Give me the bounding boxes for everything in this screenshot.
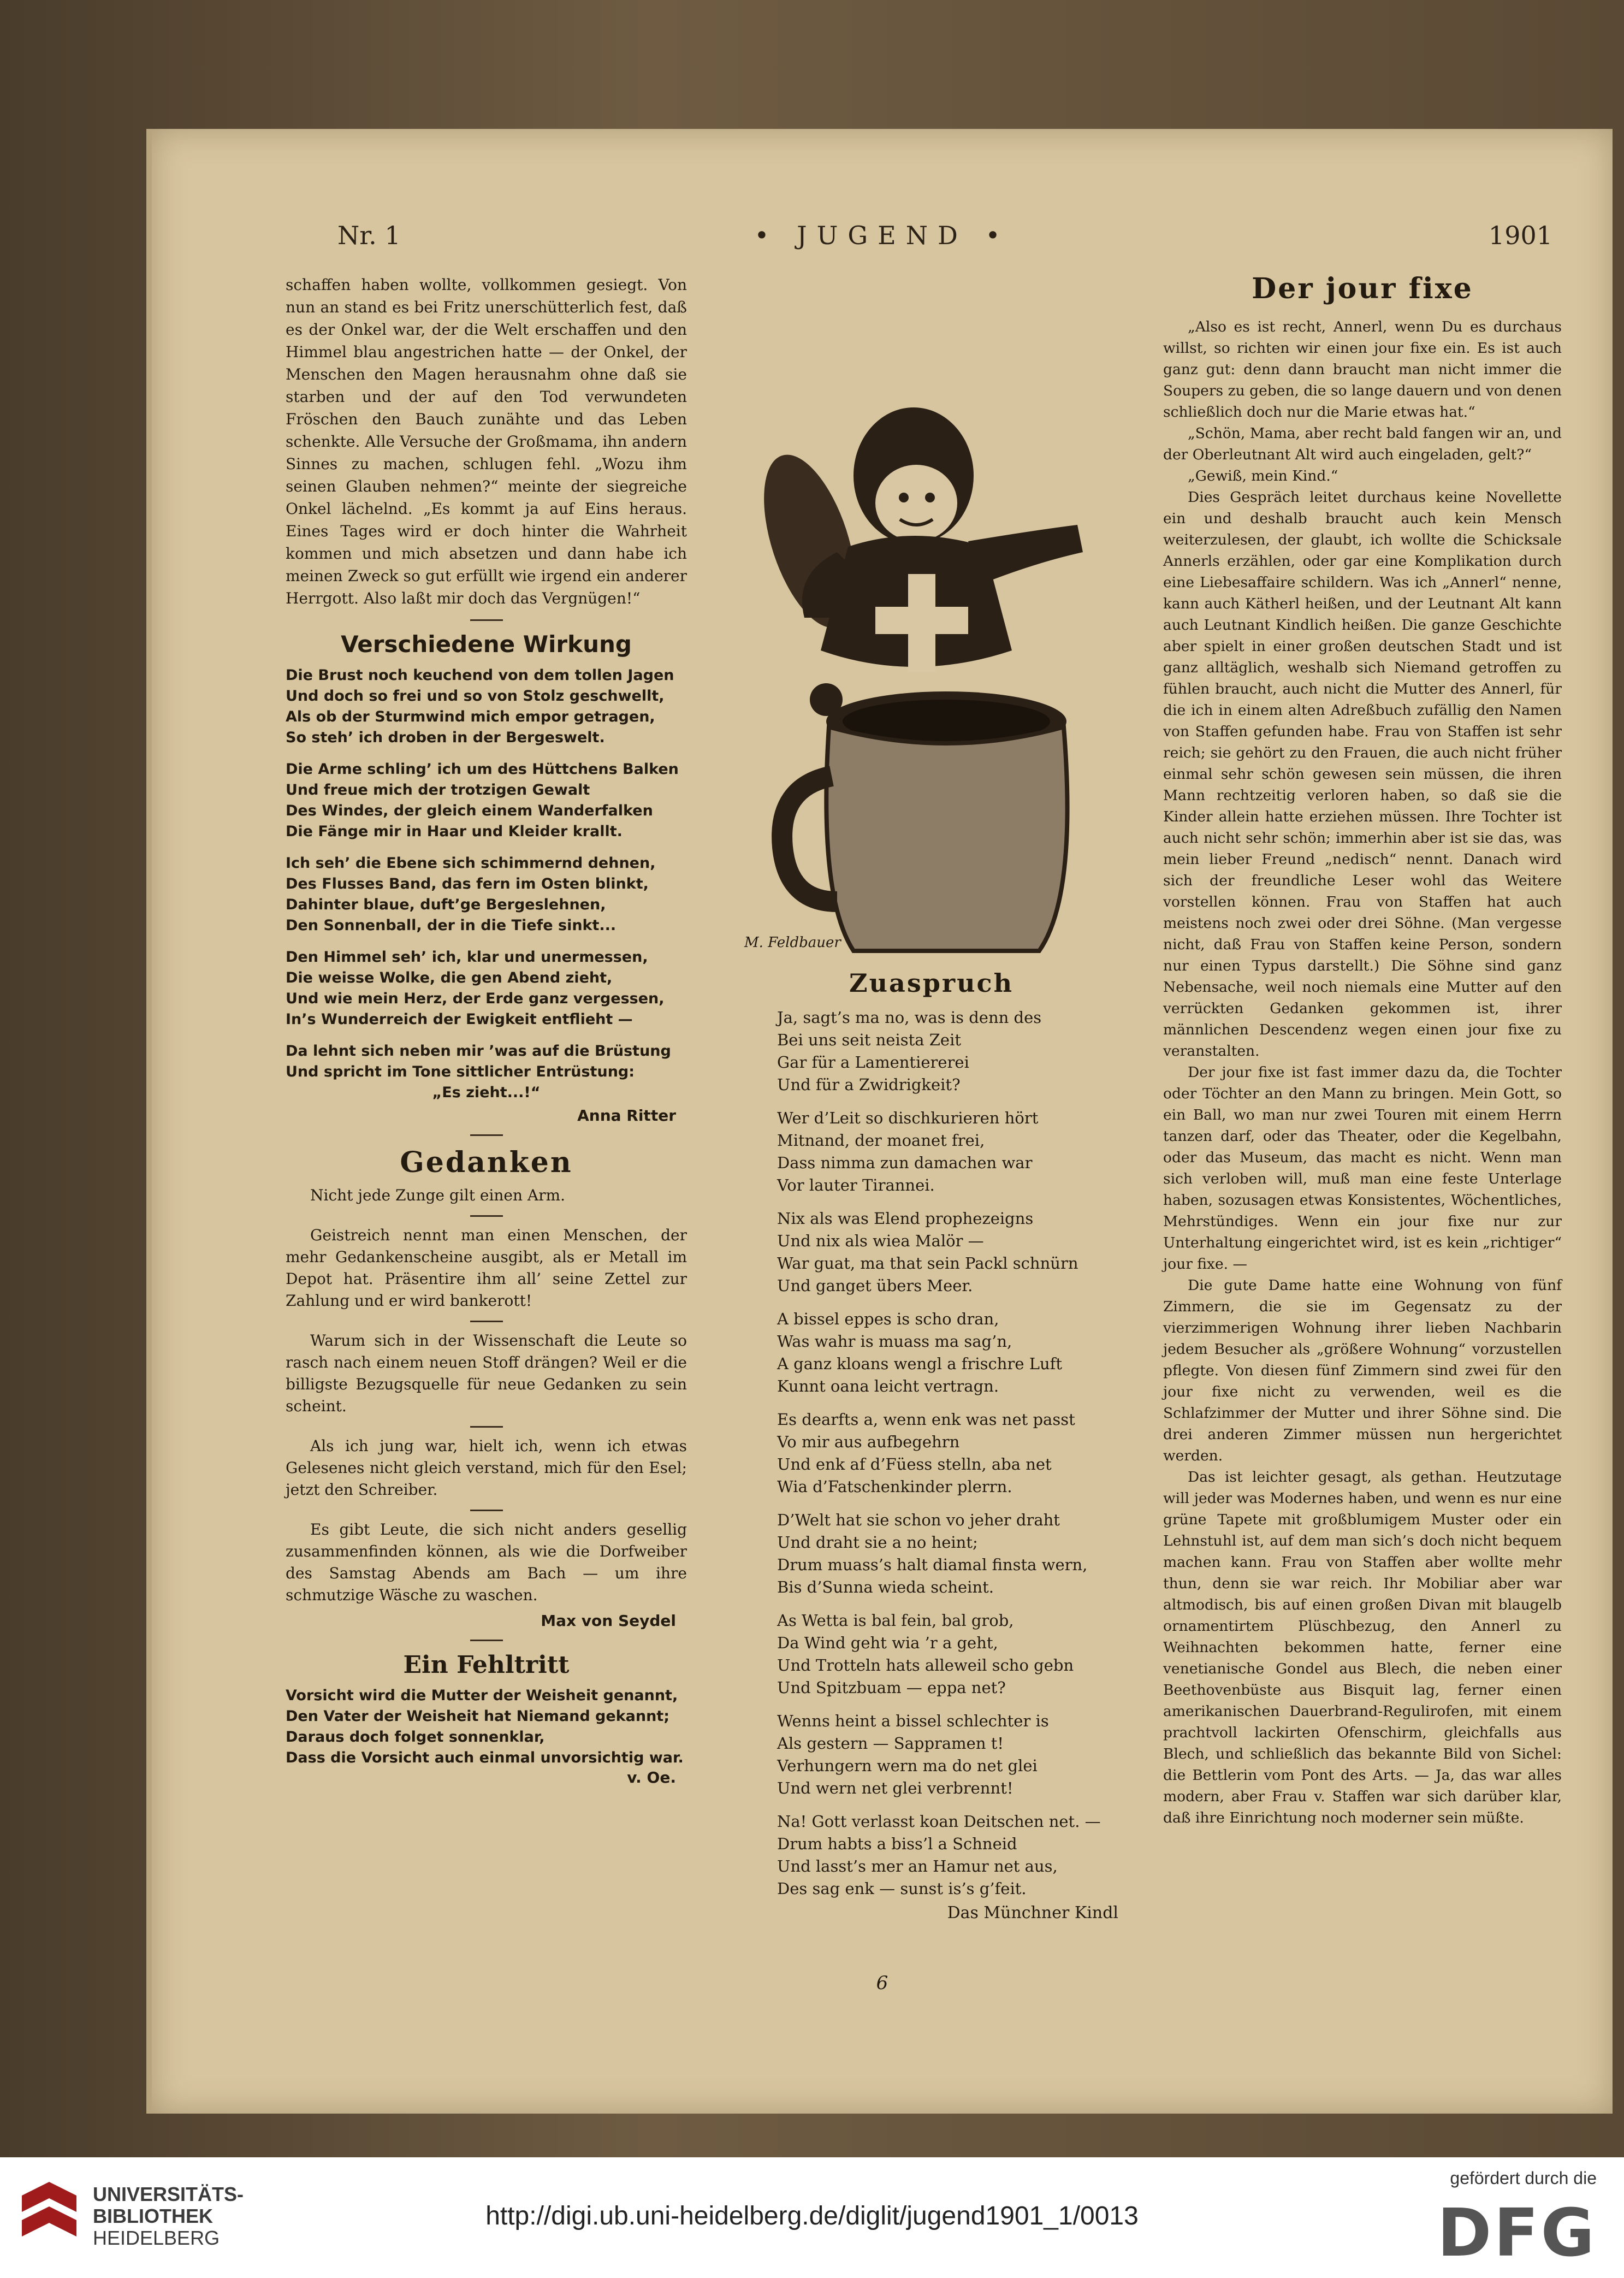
poem-line: Und draht sie a no heint; bbox=[777, 1533, 978, 1552]
aphorism: Geistreich nennt man einen Menschen, der mehr Gedankenscheine ausgibt, als er Metall im Depot hat. Präsentire ihm all’ seine Zettel zur Zahlung und er wird bankerott! bbox=[286, 1226, 687, 1310]
poem-line: Den Sonnenball, der in die Tiefe sinkt... bbox=[286, 917, 617, 934]
poem-line: Ja, sagt’s ma no, was is denn des bbox=[777, 1008, 1042, 1027]
poem-line: Dass die Vorsicht auch einmal unvorsichtig war. bbox=[286, 1749, 684, 1766]
article-paragraph: „Also es ist recht, Annerl, wenn Du es durchaus willst, so richten wir einen jour fixe ein. Es ist auch ganz gut: denn dann braucht man nicht immer die Soupers zu geben, die so lange dauern und von denen schließlich doch nur die Marie etwas hat.“ bbox=[1163, 318, 1562, 421]
poem-stanza bbox=[286, 665, 687, 748]
separator bbox=[470, 1510, 503, 1511]
separator bbox=[470, 1426, 503, 1428]
poem-line: Und wie mein Herz, der Erde ganz vergessen, bbox=[286, 990, 665, 1007]
poem-line: Und Spitzbuam — eppa net? bbox=[777, 1678, 1006, 1697]
poem-line: Als ob der Sturmwind mich empor getragen, bbox=[286, 708, 655, 725]
aphorism: Als ich jung war, hielt ich, wenn ich etwas Gelesenes nicht gleich verstand, mich für den Esel; jetzt den Schreiber. bbox=[286, 1437, 687, 1499]
middle-column bbox=[728, 268, 1135, 1929]
poem-line: Und doch so frei und so von Stolz geschwellt, bbox=[286, 688, 665, 705]
poem-line: Und freue mich der trotzigen Gewalt bbox=[286, 782, 590, 798]
poem-line: Gar für a Lamentiererei bbox=[777, 1053, 969, 1072]
beer-stein-figure-drawing bbox=[728, 268, 1135, 962]
poem-line: So steh’ ich droben in der Bergeswelt. bbox=[286, 729, 605, 746]
poem-line: Des Windes, der gleich einem Wanderfalken bbox=[286, 802, 653, 819]
poem-line: Die weisse Wolke, die gen Abend zieht, bbox=[286, 969, 613, 986]
poem-line: Und für a Zwidrigkeit? bbox=[777, 1075, 961, 1094]
institution-line: HEIDELBERG bbox=[93, 2227, 220, 2249]
funding-label: gefördert durch die bbox=[1450, 2168, 1597, 2188]
poem-line: Kunnt oana leicht vertragn. bbox=[777, 1377, 999, 1395]
aphorism: Warum sich in der Wissenschaft die Leute so rasch nach einem neuen Stoff drängen? Weil er die billigste Bezugsquelle für neue Gedanken zu sein scheint. bbox=[286, 1332, 687, 1415]
poem-line: Nix als was Elend prophezeigns bbox=[777, 1209, 1034, 1228]
poem-line: Als gestern — Sappramen t! bbox=[777, 1734, 1004, 1753]
poem-line: Und wern net glei verbrennt! bbox=[777, 1779, 1013, 1797]
poem-line: Bis d’Sunna wieda scheint. bbox=[777, 1578, 994, 1596]
separator bbox=[470, 1134, 503, 1136]
poem-stanza bbox=[777, 1610, 1135, 1699]
article-paragraph: „Gewiß, mein Kind.“ bbox=[1188, 468, 1338, 484]
issue-number: Nr. 1 bbox=[337, 221, 401, 250]
article-paragraph: Dies Gespräch leitet durchaus keine Novellette ein und deshalb braucht auch kein Mensch weiterzulesen, der glaubt, ich wollte die Schicksale Annerls erzählen, oder gar eine Komplikation durch eine Liebesaffaire schildern. Was ich „Annerl“ nenne, kann auch Kätherl heißen, und der Leutnant Alt kann auch Leutnant Kindlich heißen. Die ganze Geschichte aber spielt in einer großen deutschen Stadt und ist ganz alltäglich, weshalb sich Niemand getroffen zu fühlen braucht, auch nicht die Mutter des Annerl, für die ich in einem alten Adreßbuch zufällig den Namen von Staffen gefunden habe. Frau von Staffen ist sehr reich; sie gehört zu den Frauen, die auch nicht früher einmal sehr schön gewesen sein müssen, die ihren Mann rechtzeitig verloren haben, so daß sie die Kinder allein hatte erziehen müssen. Ihre Tochter ist auch nicht sehr schön; immerhin aber ist sie das, was mein lieber Freund „nedisch“ nennt. Danach wird sich der freundliche Leser wohl das Weitere vorstellen können. Frau von Staffen hat auch meistens noch zwei oder drei Söhne. (Man vergesse nicht, daß Frau von Staffen keine Person, sondern nur einen Typus darstellt.) Die Söhne sind ganz Nebensache, weil noch niemals eine Mutter auf den verrückten Gedanken gekommen ist, ihrer männlichen Descendenz wegen einen jour fixe zu veranstalten. bbox=[1163, 489, 1562, 1060]
poem-line: Da lehnt sich neben mir ’was auf die Brüstung bbox=[286, 1043, 671, 1060]
year: 1901 bbox=[1488, 221, 1552, 250]
poem-line: Die Arme schling’ ich um des Hüttchens Balken bbox=[286, 761, 679, 778]
poem-line: Drum muass’s halt diamal finsta wern, bbox=[777, 1555, 1088, 1574]
poem-line: Vor lauter Tirannei. bbox=[777, 1176, 935, 1194]
poem-line: D’Welt hat sie schon vo jeher draht bbox=[777, 1511, 1060, 1529]
poem-stanza bbox=[286, 853, 687, 936]
poem-stanza bbox=[777, 1710, 1135, 1800]
poem-zuaspruch bbox=[728, 1007, 1135, 1900]
poem-line: Wia d’Fatschenkinder plerrn. bbox=[777, 1477, 1012, 1496]
poem-line: Und Trotteln hats alleweil scho gebn bbox=[777, 1656, 1074, 1675]
poem-stanza bbox=[777, 1007, 1135, 1096]
poem-line: Des Flusses Band, das fern im Osten blinkt, bbox=[286, 875, 649, 892]
poem-author: v. Oe. bbox=[627, 1768, 676, 1786]
right-column bbox=[1163, 272, 1562, 1829]
poem-line: A ganz kloans wengl a frischre Luft bbox=[777, 1354, 1063, 1373]
poem-line: Und enk af d’Füess stelln, aba net bbox=[777, 1455, 1052, 1474]
dfg-logo: DFG bbox=[1437, 2196, 1597, 2271]
institution-line: BIBLIOTHEK bbox=[93, 2205, 213, 2227]
poem-stanza bbox=[777, 1208, 1135, 1297]
poem-line: Und nix als wiea Malör — bbox=[777, 1232, 984, 1250]
poem-line: Und ganget übers Meer. bbox=[777, 1276, 973, 1295]
poem-line: „Es zieht...!“ bbox=[432, 1084, 541, 1101]
article-paragraph: Das ist leichter gesagt, als gethan. Heutzutage will jeder was Modernes haben, und wenn es nur eine grüne Tapete mit großblumigem Muster oder ein Lehnstuhl ist, auf dem man sich’s doch nicht bequem machen kann. Frau von Staffen aber wollte mehr thun, denn sie war reich. Ihr Mobiliar aber war altmodisch, bis auf einen großen Divan mit blaugelb ornamentirtem Plüschbezug, den Annerl zu Weihnachten bekommen hatte, ferner eine venetianische Gondel aus Blech, die neben einer Beethovenbüste aus Bisquit lag, ferner einen amerikanischen Dauerbrand-Regulirofen, mit einem prachtvoll lackirten Ofenschirm, gleichfalls aus Blech, und schließlich das bekannte Bild von Sichel: die Bettlerin vom Pont des Arts. — Ja, das war alles modern, aber Frau v. Staffen war sich darüber klar, daß ihre Einrichtung noch moderner sein müßte. bbox=[1163, 1469, 1562, 1826]
poem-author: Anna Ritter bbox=[577, 1107, 676, 1125]
poem-stanza bbox=[777, 1409, 1135, 1498]
poem-line: Wenns heint a bissel schlechter is bbox=[777, 1712, 1049, 1730]
illustration-beer-stein bbox=[728, 268, 1135, 962]
digitization-footer bbox=[0, 2157, 1624, 2278]
poem-stanza bbox=[777, 1308, 1135, 1398]
poem-line: Mitnand, der moanet frei, bbox=[777, 1131, 985, 1150]
separator bbox=[470, 1215, 503, 1217]
poem-line: Verhungern wern ma do net glei bbox=[777, 1756, 1038, 1775]
poem-stanza bbox=[286, 1685, 687, 1768]
poem-line: Den Vater der Weisheit hat Niemand gekannt; bbox=[286, 1708, 670, 1725]
poem-line: Den Himmel seh’ ich, klar und unermessen, bbox=[286, 949, 648, 966]
story-ending: schaffen haben wollte, vollkommen gesiegt. Von nun an stand es bei Fritz unerschütterlich fest, daß es der Onkel war, der die Welt erschaffen und den Himmel blau angestrichen hatte — der Onkel, der Menschen den Magen herausnahm ohne daß sie starben und der auf den Tod verwundeten Fröschen den Bauch zunähte und das Leben schenkte. Alle Versuche der Großmama, ihn andern Sinnes zu machen, schlugen fehl. „Wozu ihm seinen Glauben nehmen?“ meinte der siegreiche Onkel lächelnd. „Es kommt ja auf Eins heraus. Eines Tages wird er doch hinter die Wahrheit kommen und mich absetzen und dann habe ich meinen Zweck so gut erfüllt wie irgend ein anderer Herrgott. Also laßt mir doch das Vergnügen!“ bbox=[286, 276, 687, 607]
aphorisms bbox=[286, 1185, 687, 1606]
poem-line: Wer d’Leit so dischkurieren hört bbox=[777, 1109, 1039, 1127]
separator bbox=[470, 619, 503, 621]
separator bbox=[470, 1321, 503, 1322]
poem-line: Bei uns seit neista Zeit bbox=[777, 1031, 962, 1049]
article-paragraph: Der jour fixe ist fast immer dazu da, die Tochter oder Töchter an den Mann zu bringen. Mein Gott, so ein Ball, wo man nur zwei Touren mit einem Herrn tanzen darf, oder das Theater, oder die Kegelbahn, oder das Museum, das macht es nicht. Wenn man sich verloben will, muß man eine feste Unterlage haben, sozusagen etwas Konsistentes, Wöchentliches, Mehrstündiges. Wenn ein jour fixe nur zur Unterhaltung eingerichtet wird, ist es kein „richtiger“ jour fixe. — bbox=[1163, 1064, 1562, 1273]
poem-stanza bbox=[777, 1810, 1135, 1900]
poem-title-ein-fehltritt: Ein Fehltritt bbox=[403, 1651, 570, 1679]
poem-line: Des sag enk — sunst is’s g’feit. bbox=[777, 1879, 1027, 1898]
poem-stanza bbox=[777, 1509, 1135, 1599]
poem-title-zuaspruch: Zuaspruch bbox=[849, 968, 1014, 998]
poem-line: Dass nimma zun damachen war bbox=[777, 1153, 1033, 1172]
artist-signature: M. Feldbauer bbox=[744, 934, 841, 951]
aphorism: Nicht jede Zunge gilt einen Arm. bbox=[310, 1186, 565, 1204]
poem-line: In’s Wunderreich der Ewigkeit entflieht — bbox=[286, 1011, 633, 1028]
poem-line: Daraus doch folget sonnenklar, bbox=[286, 1729, 545, 1746]
poem-stanza bbox=[777, 1107, 1135, 1197]
article-title-jour-fixe: Der jour fixe bbox=[1252, 272, 1473, 305]
poem-stanza bbox=[286, 759, 687, 842]
poem-line: Was wahr is muass ma sag’n, bbox=[777, 1332, 1012, 1351]
aphorism: Es gibt Leute, die sich nicht anders gesellig zusammenfinden können, als wie die Dorfweiber des Samstag Abends am Bach — um ihre schmutzige Wäsche zu waschen. bbox=[286, 1520, 687, 1604]
poem-line: Drum habts a biss’l a Schneid bbox=[777, 1835, 1017, 1853]
article-paragraph: „Schön, Mama, aber recht bald fangen wir an, und der Oberleutnant Alt wird auch eingeladen, gelt?“ bbox=[1163, 425, 1562, 463]
poem-line: Vorsicht wird die Mutter der Weisheit genannt, bbox=[286, 1687, 678, 1704]
separator bbox=[470, 1640, 503, 1641]
poem-title-verschiedene-wirkung: Verschiedene Wirkung bbox=[341, 631, 632, 658]
permalink-url[interactable]: http://digi.ub.uni-heidelberg.de/diglit/jugend1901_1/0013 bbox=[485, 2202, 1139, 2230]
poem-line: Dahinter blaue, duft’ge Bergeslehnen, bbox=[286, 896, 606, 913]
poem-line: Und lasst’s mer an Hamur net aus, bbox=[777, 1857, 1058, 1875]
poem-line: War guat, ma that sein Packl schnürn bbox=[777, 1254, 1078, 1273]
article-paragraph: Die gute Dame hatte eine Wohnung von fünf Zimmern, die sie im Gegensatz zu der vierzimmerigen Wohnung ihrer lieben Nachbarin jedem Besucher als „größere Wohnung“ vorzustellen pflegte. Von diesen fünf Zimmern sind zwei für den jour fixe nicht zu verwenden, weil es die Schlafzimmer der Mutter und ihrer Söhne sind. Die drei anderen Zimmer müssen nun hergerichtet werden. bbox=[1163, 1277, 1562, 1464]
poem-line: Die Brust noch keuchend von dem tollen Jagen bbox=[286, 667, 674, 684]
magazine-title: • JUGEND • bbox=[754, 221, 1010, 250]
poem-line: A bissel eppes is scho dran, bbox=[777, 1310, 999, 1328]
magazine-page bbox=[146, 129, 1613, 2114]
poem-line: Die Fänge mir in Haar und Kleider krallt. bbox=[286, 823, 623, 840]
section-title-gedanken: Gedanken bbox=[400, 1146, 573, 1179]
institution-line: UNIVERSITÄTS- bbox=[93, 2183, 244, 2205]
aphorisms-author: Max von Seydel bbox=[541, 1612, 676, 1630]
poem-line: Na! Gott verlasst koan Deitschen net. — bbox=[777, 1812, 1101, 1831]
poem-line: Da Wind geht wia ’r a geht, bbox=[777, 1634, 998, 1652]
poem-line: Es dearfts a, wenn enk was net passt bbox=[777, 1410, 1075, 1429]
poem-line: Vo mir aus aufbegehrn bbox=[777, 1433, 960, 1451]
poem-line: Und spricht im Tone sittlicher Entrüstung: bbox=[286, 1063, 635, 1080]
poem-line: Ich seh’ die Ebene sich schimmernd dehnen, bbox=[286, 855, 656, 872]
poem-author: Das Münchner Kindl bbox=[947, 1903, 1118, 1922]
left-column bbox=[286, 274, 687, 1793]
page-number: 6 bbox=[876, 1972, 888, 1994]
article-body bbox=[1163, 316, 1562, 1829]
poem-stanza bbox=[286, 1041, 687, 1103]
poem-line: As Wetta is bal fein, bal grob, bbox=[777, 1611, 1014, 1630]
poem-stanza bbox=[286, 947, 687, 1030]
